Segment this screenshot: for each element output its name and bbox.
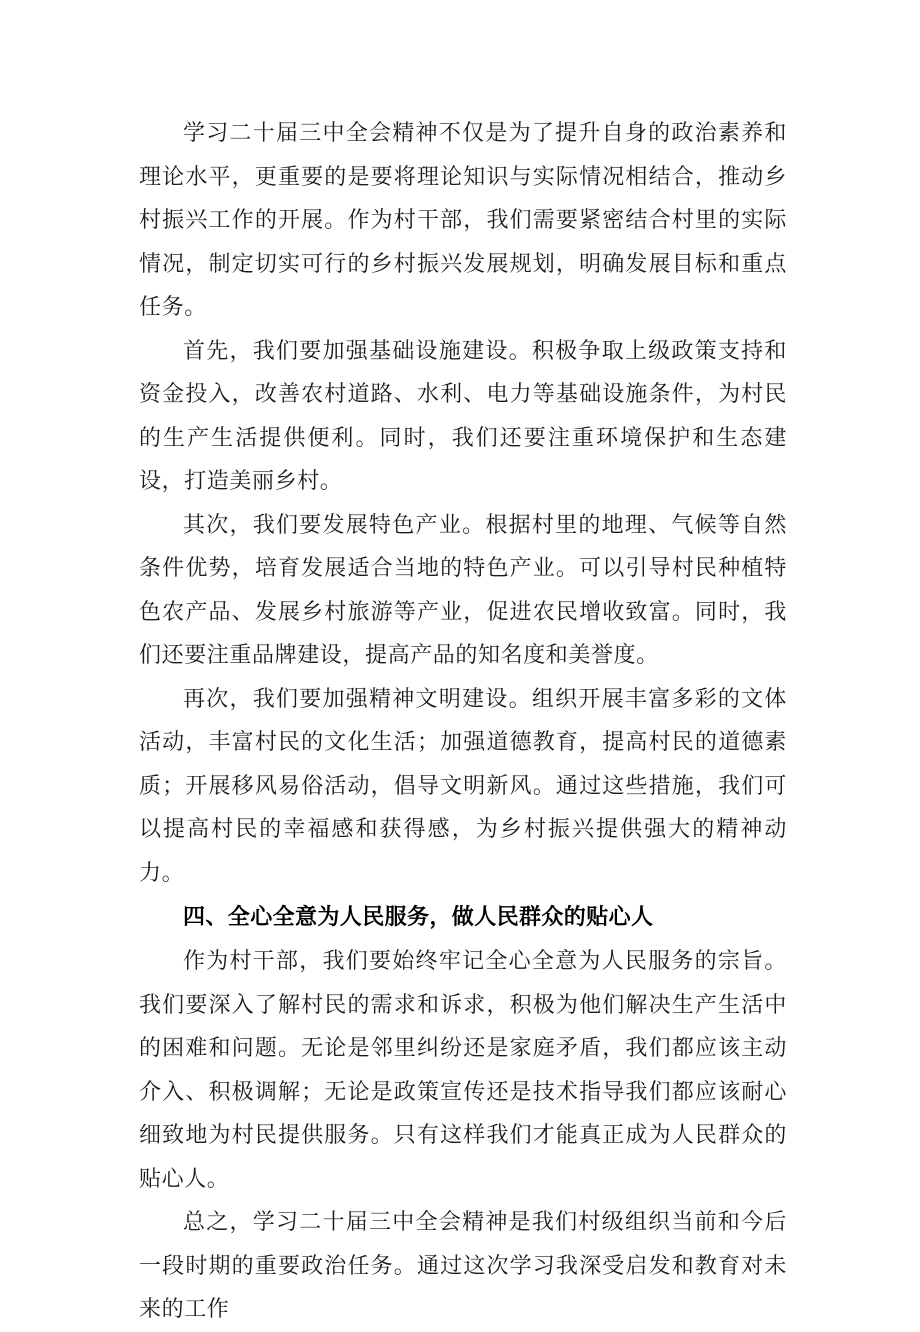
paragraph-infrastructure: 首先，我们要加强基础设施建设。积极争取上级政策支持和资金投入，改善农村道路、水利、电力等基础设施条件，为村民的生产生活提供便利。同时，我们还要注重环境保护和生态建设，打造美丽乡村。 [139,338,787,494]
section-heading-serve-people: 四、全心全意为人民服务，做人民群众的贴心人 [183,905,654,930]
paragraph-spiritual-civilization: 再次，我们要加强精神文明建设。组织开展丰富多彩的文体活动，丰富村民的文化生活；加强道德教育，提高村民的道德素质；开展移风易俗活动，倡导文明新风。通过这些措施，我们可以提高村民的幸福感和获得感，为乡村振兴提供强大的精神动力。 [139,686,787,886]
document-body [139,112,787,1332]
paragraph-conclusion: 总之，学习二十届三中全会精神是我们村级组织当前和今后一段时期的重要政治任务。通过这次学习我深受启发和教育对未来的工作 [139,1210,787,1322]
paragraph-special-industry: 其次，我们要发展特色产业。根据村里的地理、气候等自然条件优势，培育发展适合当地的特色产业。可以引导村民种植特色农产品、发展乡村旅游等产业，促进农民增收致富。同时，我们还要注重品牌建设，提高产品的知名度和美誉度。 [139,512,787,668]
paragraph-serve-people: 作为村干部，我们要始终牢记全心全意为人民服务的宗旨。我们要深入了解村民的需求和诉求，积极为他们解决生产生活中的困难和问题。无论是邻里纠纷还是家庭矛盾，我们都应该主动介入、积极调解；无论是政策宣传还是技术指导我们都应该耐心细致地为村民提供服务。只有这样我们才能真正成为人民群众的贴心人。 [139,949,787,1192]
paragraph-study-spirit: 学习二十届三中全会精神不仅是为了提升自身的政治素养和理论水平，更重要的是要将理论知识与实际情况相结合，推动乡村振兴工作的开展。作为村干部，我们需要紧密结合村里的实际情况，制定切实可行的乡村振兴发展规划，明确发展目标和重点任务。 [139,121,787,320]
